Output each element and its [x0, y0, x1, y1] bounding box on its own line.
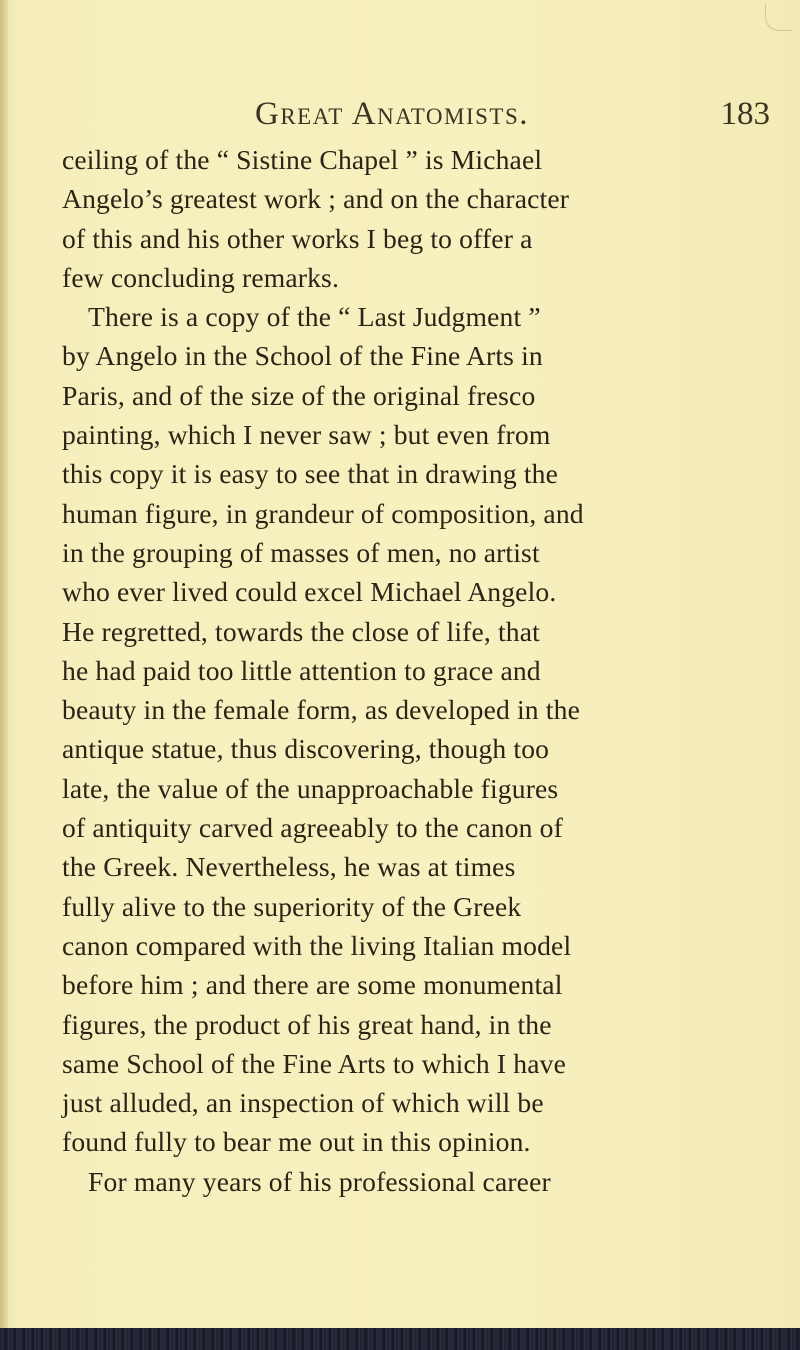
- text-line: same School of the Fine Arts to which I have: [62, 1047, 566, 1079]
- text-line: this copy it is easy to see that in drawing the: [62, 458, 558, 490]
- text-line: he had paid too little attention to grace and: [62, 654, 541, 686]
- paragraph-start-line: For many years of his professional career: [88, 1165, 551, 1197]
- text-line: in the grouping of masses of men, no artist: [62, 536, 540, 568]
- text-line: painting, which I never saw ; but even from: [62, 419, 551, 451]
- text-line: fully alive to the superiority of the Greek: [62, 890, 522, 922]
- page-number: 183: [720, 96, 770, 132]
- text-line: canon compared with the living Italian model: [62, 929, 572, 961]
- text-line: ceiling of the “ Sistine Chapel ” is Michael: [62, 144, 543, 175]
- text-line: beauty in the female form, as developed in the: [62, 694, 580, 726]
- text-line: few concluding remarks.: [62, 261, 339, 293]
- text-line: just alluded, an inspection of which will be: [62, 1087, 544, 1119]
- paragraph-start-line: There is a copy of the “ Last Judgment ”: [88, 301, 541, 333]
- text-line: Paris, and of the size of the original fresco: [62, 379, 536, 411]
- text-line: He regretted, towards the close of life, that: [62, 615, 540, 647]
- running-head: Great Anatomists.: [255, 96, 529, 132]
- body-text: [62, 140, 762, 1201]
- text-line: who ever lived could excel Michael Angelo.: [62, 576, 557, 608]
- text-line: antique statue, thus discovering, though too: [62, 733, 550, 765]
- text-line: the Greek. Nevertheless, he was at times: [62, 851, 516, 883]
- text-line: by Angelo in the School of the Fine Arts in: [62, 340, 543, 372]
- scan-bottom-edge: [0, 1328, 800, 1350]
- page-header: [0, 0, 800, 150]
- text-line: before him ; and there are some monumental: [62, 969, 563, 1001]
- page-gutter: [0, 0, 8, 1350]
- text-line: late, the value of the unapproachable figures: [62, 772, 559, 804]
- text-line: of this and his other works I beg to offer a: [62, 222, 533, 254]
- text-line: human figure, in grandeur of composition, and: [62, 497, 584, 529]
- text-line: found fully to bear me out in this opinion.: [62, 1126, 531, 1158]
- text-line: of antiquity carved agreeably to the canon of: [62, 812, 563, 844]
- text-line: Angelo’s greatest work ; and on the character: [62, 183, 570, 215]
- text-line: figures, the product of his great hand, in the: [62, 1008, 552, 1040]
